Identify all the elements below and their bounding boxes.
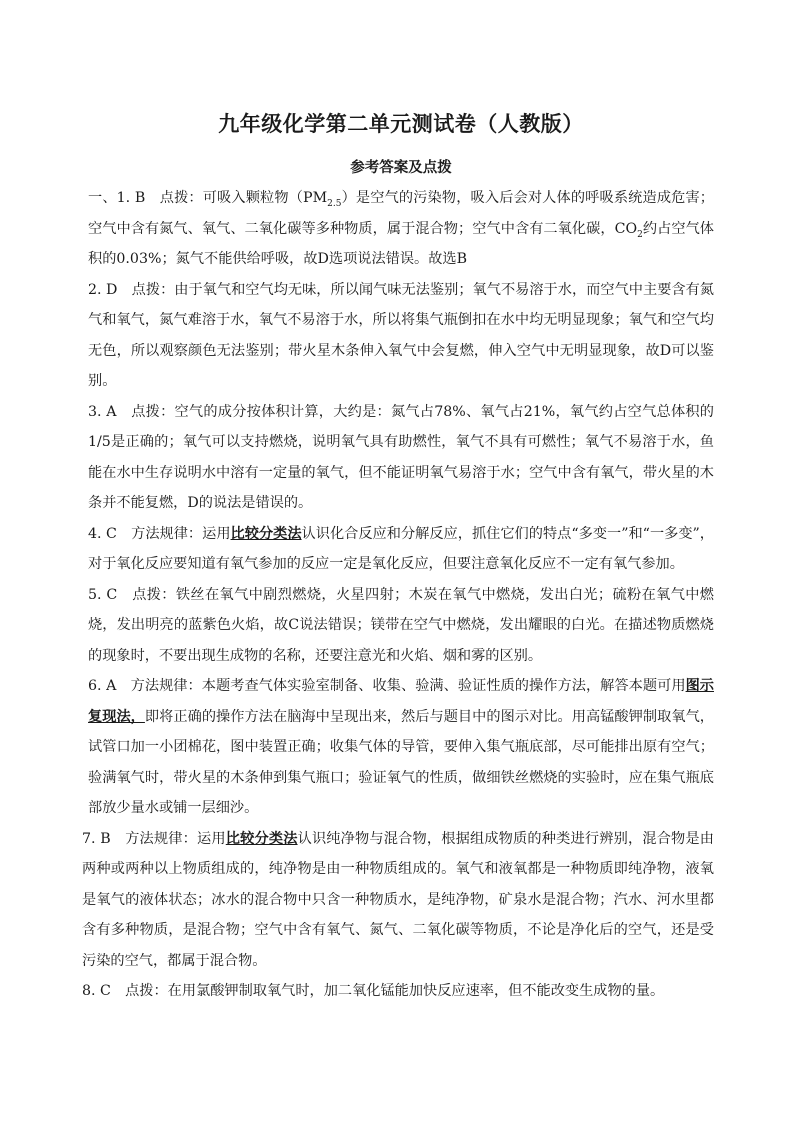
answer-3: 3. A 点拨：空气的成分按体积计算，大约是：氮气占78%、氧气占21%，氧气约占空气总体积的1/5是正确的；氧气可以支持燃烧，说明氧气具有助燃性，氧气不具有可燃性；氧气不易溶于水，鱼能在水中生存说明水中溶有一定量的氧气，但不能证明氧气易溶于水；空气中含有氧气，带火星的木条并不能复燃，D的说法是错误的。 [88,403,714,511]
co2-subscript: 2 [637,229,643,240]
answer-6-method: 图示复现法， [88,678,714,725]
answer-4 [88,519,714,580]
answer-2: 2. D 点拨：由于氧气和空气均无味，所以闻气味无法鉴别；氧气不易溶于水，而空气中主要含有氮气和氧气，氮气难溶于水，氧气不易溶于水，所以将集气瓶倒扣在水中均无明显现象；氧气和空气均无色，所以观察颜色无法鉴别；带火星木条伸入氧气中会复燃，伸入空气中无明显现象，故D可以鉴别。 [88,281,714,389]
answer-7-pre: 7. B 方法规律：运用 [82,830,226,847]
page-title: 九年级化学第二单元测试卷（人教版） [218,111,584,136]
answer-4-post: 认识化合反应和分解反应，抓住它们的特点“多变一”和“一多变”，对于氧化反应要知道有氧气参加的反应一定是氧化反应，但要注意氧化反应不一定有氧气参加。 [88,525,714,572]
pm-subscript: 2.5 [327,198,342,209]
answer-6 [88,671,714,824]
answer-7-post: 认识纯净物与混合物，根据组成物质的种类进行辨别，混合物是由两种或两种以上物质组成的，纯净物是由一种物质组成的。氧气和液氧都是一种物质即纯净物，液氧是氧气的液体状态；冰水的混合物中只含一种物质水，是纯净物，矿泉水是混合物；汽水、河水里都含有多种物质，是混合物；空气中含有氧气、氮气、二氧化碳等物质，不论是净化后的空气，还是受污染的空气，都属于混合物。 [82,830,714,969]
answer-1-part-b: ）是空气的污染物，吸入后会对人体的呼吸系统造成危害；空气中含有氮气、氧气、二氧化碳等多种物质，属于混合物；空气中含有二氧化碳，CO [88,190,714,237]
page-subtitle: 参考答案及点拨 [350,159,452,176]
answer-6-post: 即将正确的操作方法在脑海中呈现出来，然后与题目中的图示对比。用高锰酸钾制取氧气，试管口加一小团棉花，图中装置正确；收集气体的导管，要伸入集气瓶底部，尽可能排出原有空气；验满氧气时，带火星的木条伸到集气瓶口；验证氧气的性质，做细铁丝燃烧的实验时，应在集气瓶底部放少量水或铺一层细沙。 [88,708,714,816]
answer-4-pre: 4. C 方法规律：运用 [88,525,231,542]
answer-8: 8. C 点拨：在用氯酸钾制取氧气时，加二氧化锰能加快反应速率，但不能改变生成物的量。 [82,983,665,999]
answer-1-part-c: 约占空气体积的0.03%；氮气不能供给呼吸，故D选项说法错误。故选B [88,220,714,267]
answer-7-method: 比较分类法 [225,830,298,847]
answer-5: 5. C 点拨：铁丝在氧气中剧烈燃烧，火星四射；木炭在氧气中燃烧，发出白光；硫粉在氧气中燃烧，发出明亮的蓝紫色火焰，故C说法错误；镁带在空气中燃烧，发出耀眼的白光。在描述物质燃烧的现象时，不要出现生成物的名称，还要注意光和火焰、烟和雾的区别。 [88,586,714,664]
answer-7 [82,824,714,977]
answer-4-method: 比较分类法 [230,525,302,542]
answer-6-pre: 6. A 方法规律：本题考查气体实验室制备、收集、验满、验证性质的操作方法，解答本题可用 [88,678,686,694]
answer-1-part-a: 一、1. B 点拨：可吸入颗粒物（PM [88,190,328,206]
answer-1 [88,183,714,275]
